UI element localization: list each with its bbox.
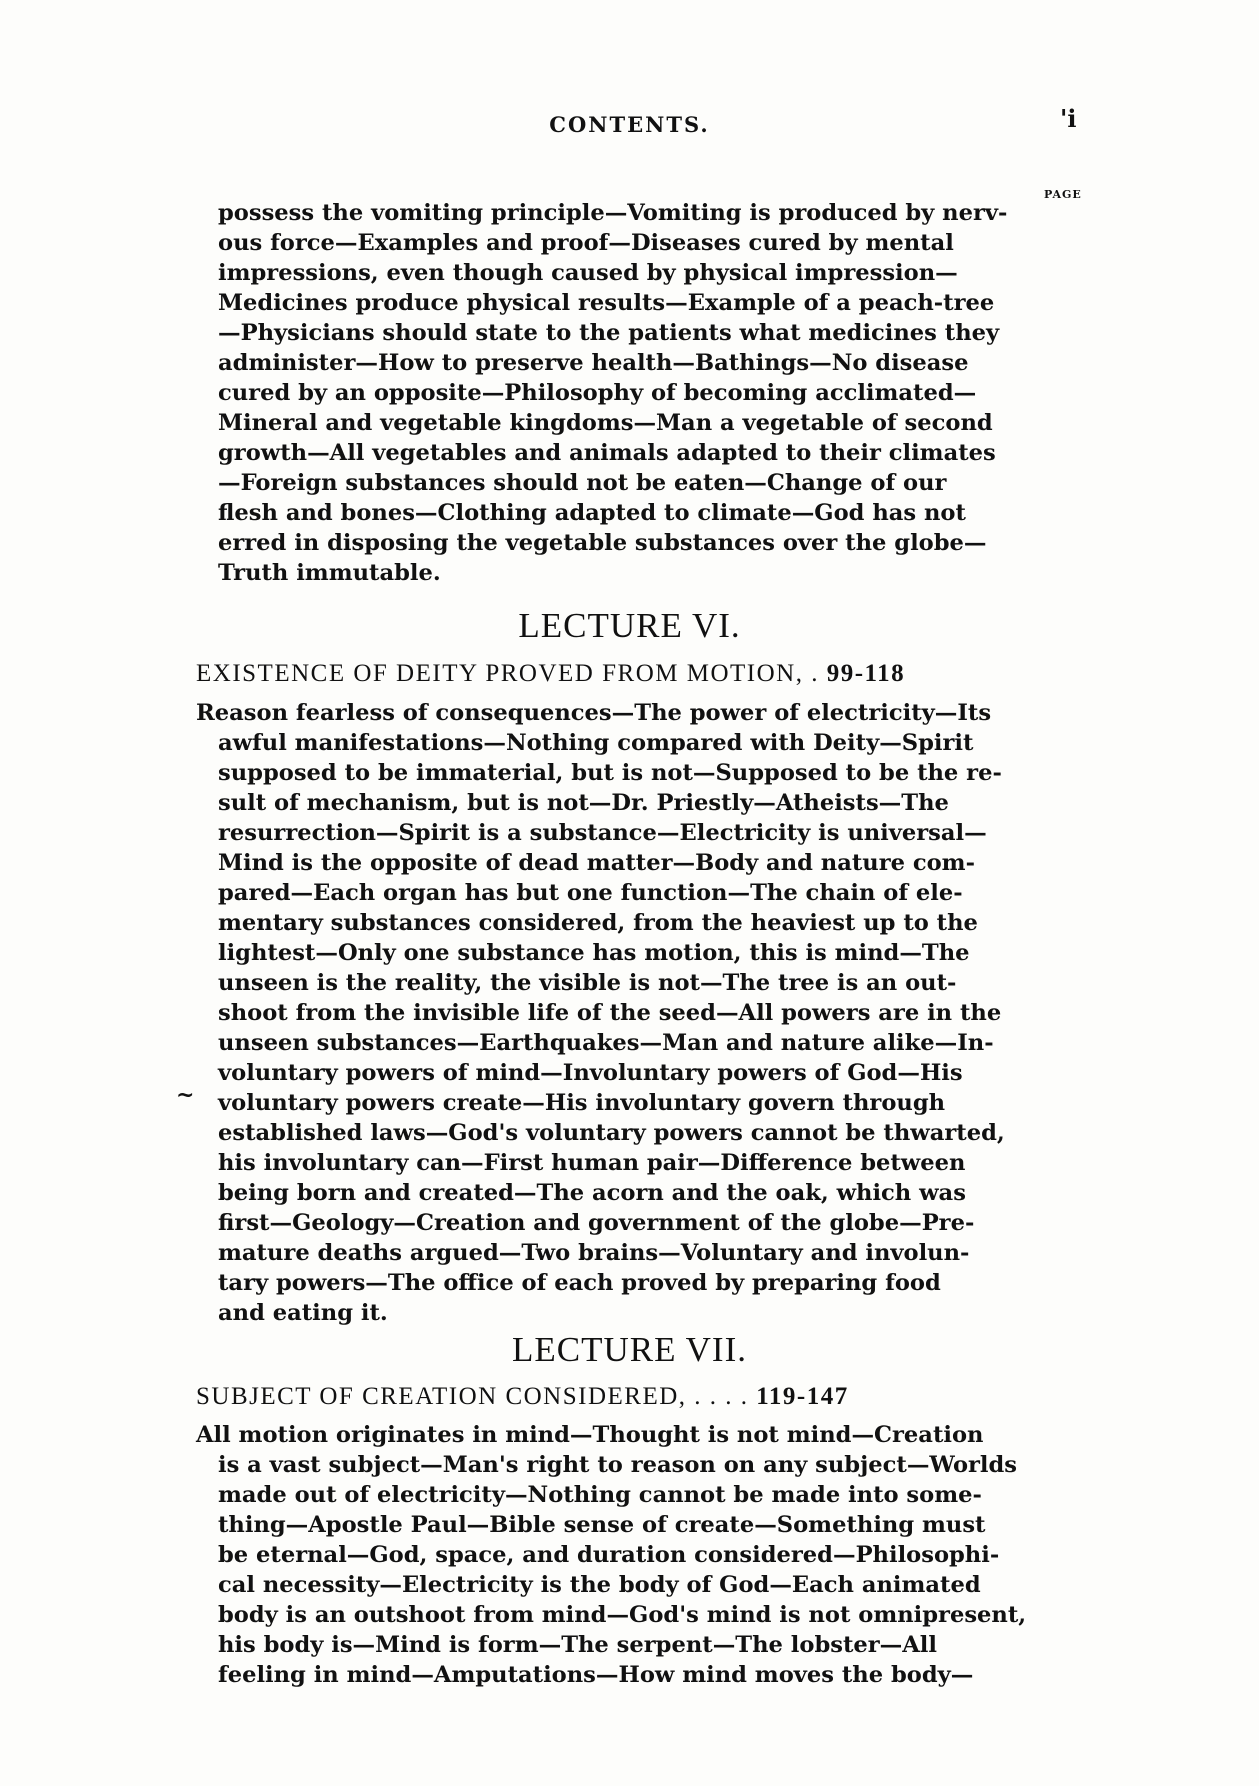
synopsis-line: mentary substances considered, from the heaviest up to the (218, 910, 978, 936)
synopsis-line: cured by an opposite—Philosophy of becoming acclimated— (218, 380, 977, 406)
synopsis-line: unseen is the reality, the visible is not—The tree is an out- (218, 970, 957, 996)
synopsis-line: —Physicians should state to the patients what medicines they (218, 320, 1000, 346)
synopsis-line: —Foreign substances should not be eaten—Change of our (218, 470, 947, 496)
synopsis-line: feeling in mind—Amputations—How mind moves the body— (218, 1662, 974, 1688)
synopsis-line: impressions, even though caused by physical impression— (218, 260, 958, 286)
synopsis-line: All motion originates in mind—Thought is not mind—Creation (196, 1422, 984, 1448)
dot-leader: . . . . (686, 1383, 757, 1410)
synopsis-line: resurrection—Spirit is a substance—Electricity is universal— (218, 820, 987, 846)
synopsis-line: his involuntary can—First human pair—Difference between (218, 1150, 966, 1176)
lecture-vi-synopsis (196, 698, 1026, 1328)
synopsis-line: mature deaths argued—Two brains—Voluntary and involun- (218, 1240, 970, 1266)
synopsis-line: his body is—Mind is form—The serpent—The lobster—All (218, 1632, 937, 1658)
synopsis-line: shoot from the invisible life of the seed—All powers are in the (218, 1000, 1002, 1026)
lecture-vi-title: EXISTENCE OF DEITY PROVED FROM MOTION, (196, 660, 804, 687)
synopsis-line: growth—All vegetables and animals adapted to their climates (218, 440, 996, 466)
synopsis-line: first—Geology—Creation and government of the globe—Pre- (218, 1210, 975, 1236)
synopsis-line: established laws—God's voluntary powers cannot be thwarted, (218, 1120, 1005, 1146)
lecture-vi-pages: 99-118 (826, 660, 906, 687)
lecture-vi-title-entry (196, 660, 905, 688)
synopsis-line: administer—How to preserve health—Bathings—No disease (218, 350, 969, 376)
lecture-vii-pages: 119-147 (756, 1383, 849, 1410)
synopsis-line: Mind is the opposite of dead matter—Body and nature com- (218, 850, 975, 876)
synopsis-line: being born and created—The acorn and the oak, which was (218, 1180, 966, 1206)
lecture-vii-title: SUBJECT OF CREATION CONSIDERED, (196, 1383, 687, 1410)
lecture-vii-title-entry (196, 1383, 849, 1411)
synopsis-line: erred in disposing the vegetable substances over the globe— (218, 530, 987, 556)
synopsis-line: thing—Apostle Paul—Bible sense of create—Something must (218, 1512, 986, 1538)
synopsis-line: is a vast subject—Man's right to reason on any subject—Worlds (218, 1452, 1018, 1478)
page-column-label: PAGE (1044, 188, 1082, 201)
lecture-vii-synopsis (196, 1420, 1026, 1690)
synopsis-line: supposed to be immaterial, but is not—Supposed to be the re- (218, 760, 1002, 786)
synopsis-line: be eternal—God, space, and duration considered—Philosophi- (218, 1542, 1000, 1568)
synopsis-line: Reason fearless of consequences—The power of electricity—Its (196, 700, 992, 726)
synopsis-line: flesh and bones—Clothing adapted to climate—God has not (218, 500, 966, 526)
synopsis-line: body is an outshoot from mind—God's mind is not omnipresent, (218, 1602, 1027, 1628)
synopsis-line: cal necessity—Electricity is the body of God—Each animated (218, 1572, 981, 1598)
synopsis-line: tary powers—The office of each proved by preparing food (218, 1270, 941, 1296)
synopsis-line: pared—Each organ has but one function—The chain of ele- (218, 880, 963, 906)
lecture-vii-heading: LECTURE VII. (512, 1330, 747, 1369)
synopsis-line: voluntary powers create—His involuntary govern through (218, 1090, 946, 1116)
synopsis-line: possess the vomiting principle—Vomiting is produced by nerv- (218, 200, 1008, 226)
synopsis-line: lightest—Only one substance has motion, this is mind—The (218, 940, 970, 966)
page-number: 'i (1060, 104, 1077, 133)
synopsis-line: sult of mechanism, but is not—Dr. Priestly—Atheists—The (218, 790, 949, 816)
synopsis-line: voluntary powers of mind—Involuntary powers of God—His (218, 1060, 963, 1086)
synopsis-line: Truth immutable. (218, 560, 441, 586)
synopsis-line: Mineral and vegetable kingdoms—Man a vegetable of second (218, 410, 993, 436)
lecture-vi-heading: LECTURE VI. (518, 606, 741, 645)
dot-leader: . (803, 660, 827, 687)
running-header: CONTENTS. (549, 112, 710, 137)
synopsis-line: awful manifestations—Nothing compared with Deity—Spirit (218, 730, 974, 756)
synopsis-line: Medicines produce physical results—Example of a peach-tree (218, 290, 995, 316)
synopsis-line: made out of electricity—Nothing cannot be made into some- (218, 1482, 982, 1508)
synopsis-line: and eating it. (218, 1300, 388, 1326)
lecture-v-synopsis (218, 198, 1026, 588)
margin-mark: ~ (176, 1082, 195, 1108)
synopsis-line: ous force—Examples and proof—Diseases cured by mental (218, 230, 954, 256)
synopsis-line: unseen substances—Earthquakes—Man and nature alike—In- (218, 1030, 994, 1056)
